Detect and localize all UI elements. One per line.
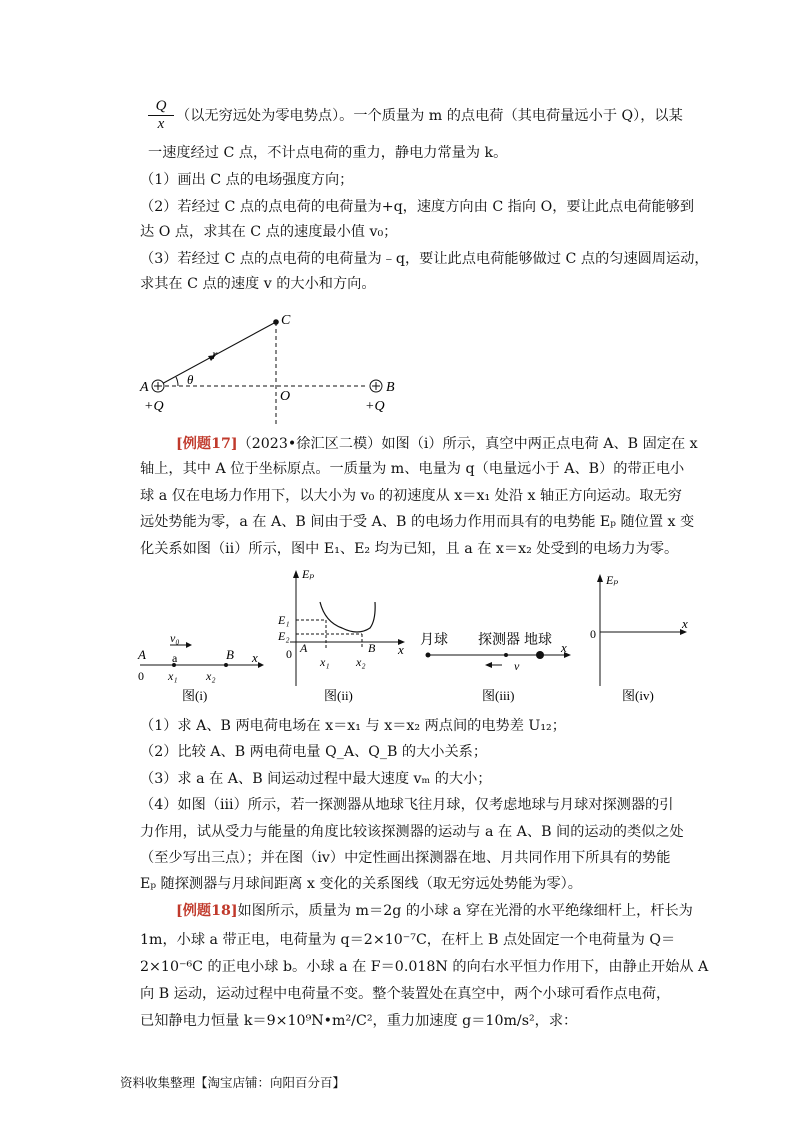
label-c: C (281, 313, 291, 328)
fig-iv-label-x: x (682, 616, 688, 631)
fig-i-label-x: x (252, 650, 258, 665)
figure-ii (277, 567, 405, 703)
label-charge-a: +Q (144, 399, 164, 414)
intro-question-3a: （3）若经过 C 点的点电荷的电荷量为﹣q，要让此点电荷能够做过 C 点的匀速圆周运动， (140, 251, 709, 267)
fig-ii-label-zero: 0 (286, 647, 292, 661)
ex17-line-3: 球 a 仅在电场力作用下，以大小为 v₀ 的初速度从 x＝x₁ 处沿 x 轴正方向运动。取无穷 (140, 488, 682, 504)
fig-iii-label-x: x (561, 640, 567, 655)
figures-row (130, 562, 700, 712)
intro-question-2b: 达 O 点，求其在 C 点的速度最小值 v₀； (140, 224, 398, 240)
fraction-numerator: Q (148, 98, 174, 116)
fig-i-label-zero: 0 (138, 669, 144, 683)
ex17-line-1 (176, 434, 698, 454)
ex17-line-5: 化关系如图（ii）所示，图中 E₁、E₂ 均为已知，且 a 在 x＝x₂ 处受到的电场力为零。 (140, 541, 679, 557)
ex18-line-1 (176, 901, 693, 921)
fig-iii-label-v: v (514, 659, 520, 673)
fig-iii-caption: 图(iii) (482, 688, 515, 703)
fig-i-label-ball: a (172, 651, 178, 665)
fig-iii-label-moon: 月球 (420, 633, 448, 648)
ex17-tag: [例题17] (176, 436, 238, 452)
intro-question-3b: 求其在 C 点的速度 v 的大小和方向。 (140, 276, 376, 292)
figure-iii (420, 631, 571, 703)
fig-ii-label-x1: x₁ (320, 655, 330, 669)
figure-iv (590, 573, 688, 703)
label-charge-b: +Q (365, 399, 385, 414)
ex18-line-4: 向 B 运动，运动过程中电荷量不变。整个装置处在真空中，两个小球可看作点电荷， (140, 986, 671, 1002)
label-r: r (212, 348, 218, 363)
fig-i-label-x2: x₂ (206, 669, 216, 683)
fig-ii-label-ep: Eₚ (302, 567, 315, 581)
ex18-tag: [例题18] (176, 903, 238, 919)
footer-text: 资料收集整理【淘宝店铺：向阳百分百】 (120, 1075, 346, 1090)
fig-i-label-b: B (226, 647, 234, 662)
ex18-line-2: 1m，小球 a 带正电，电荷量为 q＝2×10⁻⁷C，在杆上 B 点处固定一个电荷量为 Q＝ (140, 932, 676, 948)
fig-iv-label-ep: Eₚ (606, 573, 619, 587)
ex17-question-3: （3）求 a 在 A、B 间运动过程中最大速度 vₘ 的大小； (140, 771, 492, 787)
ex17-question-4c: （至少写出三点）；并在图（iv）中定性画出探测器在地、月共同作用下所具有的势能 (140, 850, 671, 866)
ex17-question-2: （2）比较 A、B 两电荷电量 Q_A、Q_B 的大小关系； (140, 744, 488, 760)
fig-ii-label-x2: x₂ (356, 655, 366, 669)
label-a: A (140, 380, 149, 395)
fig-iv-caption: 图(iv) (622, 688, 654, 703)
ex18-line-5: 已知静电力恒量 k＝9×10⁹N•m²/C²，重力加速度 g＝10m/s²，求： (140, 1013, 578, 1029)
intro-line-2: 一速度经过 C 点，不计点电荷的重力，静电力常量为 k。 (148, 145, 508, 161)
figure-charges-diagram (130, 300, 410, 430)
fig-i-label-a: A (138, 647, 146, 662)
fig-ii-caption: 图(ii) (324, 688, 353, 703)
fig-iii-label-probe: 探测器 (478, 633, 520, 648)
label-o: O (280, 389, 291, 404)
fig-i-caption: 图(i) (182, 688, 208, 703)
ex17-question-4d: Eₚ 随探测器与月球间距离 x 变化的关系图线（取无穷远处势能为零）。 (140, 876, 582, 892)
label-b: B (386, 380, 395, 395)
figure-i (137, 631, 264, 703)
ex18-line-3: 2×10⁻⁶C 的正电小球 b。小球 a 在 F＝0.018N 的向右水平恒力作用下，由静止开始从 A (140, 959, 709, 975)
fraction-q-over-x (148, 98, 174, 133)
point-c (273, 319, 279, 325)
ex17-line-2: 轴上，其中 A 位于坐标原点。一质量为 m、电量为 q（电量远小于 A、B）的带正电小 (140, 461, 685, 477)
fig-ii-label-x: x (398, 642, 404, 657)
fig-ii-label-b: B (368, 641, 376, 655)
fig-ii-label-a: A (300, 641, 308, 655)
fig-i-label-v0: v₀ (170, 631, 180, 645)
ex17-question-1: （1）求 A、B 两电荷电场在 x＝x₁ 与 x＝x₂ 两点间的电势差 U₁₂； (140, 718, 566, 734)
fraction-denominator: x (157, 116, 165, 132)
intro-question-2a: （2）若经过 C 点的点电荷的电荷量为+q，速度方向由 C 指向 O，要让此点电荷能够到 (140, 199, 695, 215)
intro-question-1: （1）画出 C 点的电场强度方向； (140, 172, 354, 188)
fig-i-label-x1: x₁ (168, 669, 178, 683)
fig-iv-label-zero: 0 (590, 627, 596, 641)
fig-iii-label-earth: 地球 (524, 633, 552, 648)
fig-ii-curve (320, 602, 375, 632)
fig-ii-label-e2: E₂ (278, 629, 290, 643)
ex18-text-1: 如图所示，质量为 m＝2g 的小球 a 穿在光滑的水平绝缘细杆上，杆长为 (237, 903, 693, 919)
ex17-question-4b: 力作用，试从受力与能量的角度比较该探测器的运动与 a 在 A、B 间的运动的类似之处 (140, 824, 684, 840)
label-theta: θ (187, 372, 194, 387)
ex17-text-1: （2023•徐汇区二模）如图（i）所示，真空中两正点电荷 A、B 固定在 x (237, 436, 698, 452)
intro-line-1: （以无穷远处为零电势点）。一个质量为 m 的点电荷（其电荷量远小于 Q），以某 (176, 108, 683, 124)
ex17-question-4a: （4）如图（iii）所示，若一探测器从地球飞往月球，仅考虑地球与月球对探测器的引 (140, 797, 674, 813)
ex17-line-4: 远处势能为零，a 在 A、B 间由于受 A、B 的电场力作用而具有的电势能 Eₚ 随位置 x 变 (140, 514, 695, 530)
fig-ii-label-e1: E₁ (278, 613, 290, 627)
